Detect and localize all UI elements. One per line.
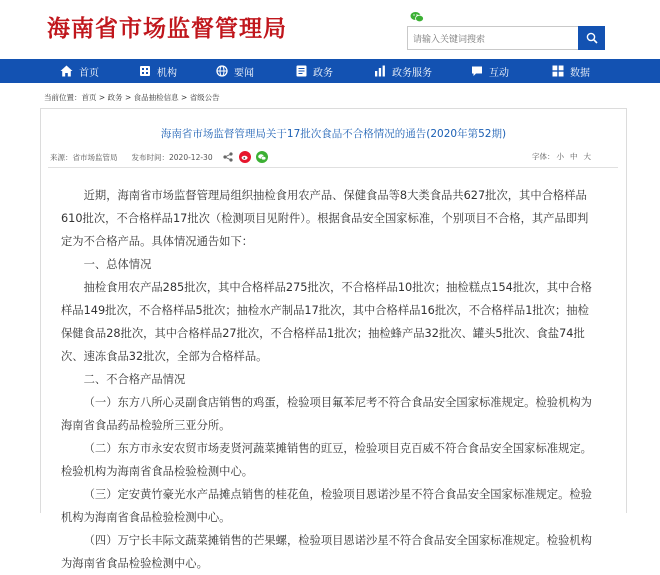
nav-label: 互动 — [489, 67, 509, 79]
nav-label: 要闻 — [234, 67, 254, 79]
nav-label: 机构 — [157, 67, 177, 79]
search-input[interactable] — [408, 29, 579, 51]
main-nav — [0, 59, 660, 83]
article-paragraph: 一、总体情况 — [83, 258, 152, 271]
article-source: 来源：省市场监管局 — [50, 152, 118, 162]
breadcrumb-item-food-inspection[interactable]: 食品抽检信息 — [133, 93, 179, 102]
breadcrumb-item-provincial-notice[interactable]: 省级公告 — [189, 93, 220, 102]
nav-item-home[interactable] — [60, 59, 99, 83]
article-paragraph: 近期，海南省市场监督管理局组织抽检食用农产品、保健食品等8大类食品共627批次，其中合格样品610批次，不合格样品17批次（检测项目见附件）。根据食品安全国家标准，个别项目不合格，其产品即判定为不合格产品。具体情况通告如下： — [61, 189, 589, 248]
nav-item-data[interactable] — [552, 59, 590, 83]
wechat-share-icon[interactable] — [256, 151, 268, 163]
meta-divider — [48, 167, 618, 168]
article-paragraph: （二）东方市永安农贸市场麦贤河蔬菜摊销售的豇豆，检验项目克百威不符合食品安全国家标准规定。检验机构为海南省食品检验检测中心。 — [61, 442, 592, 478]
nav-label: 数据 — [570, 67, 590, 79]
breadcrumb-separator: > — [178, 93, 190, 102]
document-icon — [296, 65, 307, 77]
article-paragraph: （三）定安黄竹豪光水产品摊点销售的桂花鱼，检验项目恩诺沙星不符合食品安全国家标准规定。检验机构为海南省食品检验检测中心。 — [61, 488, 592, 524]
share-icon[interactable] — [223, 152, 233, 162]
site-header — [0, 0, 660, 58]
search-box — [407, 26, 605, 50]
breadcrumb-separator: > — [96, 93, 108, 102]
article-date: 发布时间：2020-12-30 — [131, 152, 213, 162]
grid-icon — [552, 65, 564, 77]
nav-item-services[interactable] — [374, 59, 432, 83]
font-small-button[interactable]: 小 — [556, 152, 564, 161]
article-paragraph: （四）万宁长丰际文蔬菜摊销售的芒果螺，检验项目恩诺沙星不符合食品安全国家标准规定。检验机构为海南省食品检验检测中心。 — [61, 534, 592, 570]
font-size-control — [532, 151, 597, 162]
weibo-share-icon[interactable] — [239, 151, 251, 163]
chat-icon — [471, 65, 483, 77]
site-logo-title[interactable]: 海南省市场监督管理局 — [47, 15, 287, 42]
article-title: 海南省市场监督管理局关于17批次食品不合格情况的通告(2020年第52期) — [160, 128, 507, 140]
breadcrumb-item-affairs[interactable]: 政务 — [107, 93, 123, 102]
breadcrumb-prefix: 当前位置： — [44, 93, 82, 102]
chart-icon — [374, 65, 386, 77]
nav-item-interaction[interactable] — [471, 59, 509, 83]
search-button[interactable] — [578, 26, 605, 50]
breadcrumb-item-home[interactable]: 首页 — [81, 93, 97, 102]
globe-icon — [216, 65, 228, 77]
article-meta — [50, 151, 268, 163]
article-container — [40, 108, 627, 570]
search-icon — [586, 32, 598, 44]
font-large-button[interactable]: 大 — [583, 152, 591, 161]
nav-label: 首页 — [79, 67, 99, 79]
nav-item-org[interactable] — [139, 59, 177, 83]
article-paragraph: 抽检食用农产品285批次，其中合格样品275批次，不合格样品10批次；抽检糕点154批次，其中合格样品149批次，不合格样品5批次；抽检水产制品17批次，其中合格样品16批次，不合格样品1批次；抽检保健食品28批次，其中合格样品27批次，不合格样品1批次；抽检蜂产品32批次、罐头5批次、食盐74批次、速冻食品32批次，全部为合格样品。 — [61, 281, 592, 363]
font-medium-button[interactable]: 中 — [570, 152, 578, 161]
breadcrumb-separator: > — [122, 93, 134, 102]
article-body — [61, 184, 597, 575]
home-icon — [60, 65, 73, 77]
nav-item-affairs[interactable] — [296, 59, 333, 83]
article-paragraph: （一）东方八所心灵副食店销售的鸡蛋，检验项目氟苯尼考不符合食品安全国家标准规定。检验机构为海南省食品药品检验所三亚分所。 — [61, 396, 592, 432]
nav-label: 政务 — [313, 67, 333, 79]
breadcrumb — [44, 92, 220, 103]
font-size-label: 字体： — [532, 152, 555, 161]
wechat-icon[interactable] — [410, 8, 424, 20]
building-icon — [139, 65, 151, 77]
nav-item-news[interactable] — [216, 59, 254, 83]
nav-label: 政务服务 — [392, 67, 432, 79]
article-paragraph: 二、不合格产品情况 — [83, 373, 186, 386]
